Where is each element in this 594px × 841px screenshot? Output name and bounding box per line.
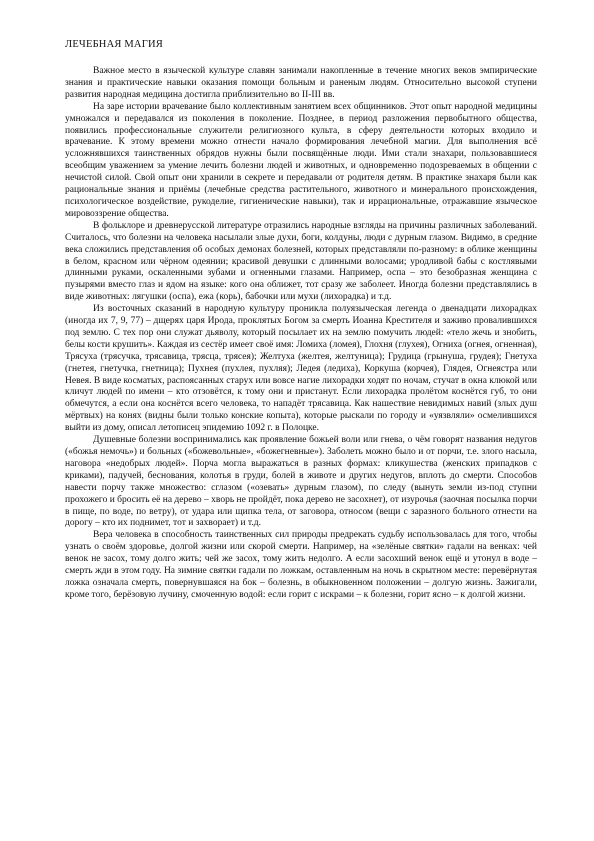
- paragraph-2: На заре истории врачевание было коллективным занятием всех общинников. Этот опыт народной медицины умножался и передавался из поколения в поколение. Позднее, в период разложения первобытного общества, появились профессиональные служители религиозного культа, в сферу деятельности которых входило и врачевание. К этому времени можно отнести начало формирования лечебной магии. Для выполнения всё усложнявшихся таинственных обрядов нужны были посвящённые люди. Ими стали знахари, пользовавшиеся всеобщим уважением за умение лечить болезни людей и животных, и одновременно подозреваемых в общении с нечистой силой. Свой опыт они хранили в секрете и передавали от родителя детям. В практике знахаря были как рациональные знания и приёмы (лечебные средства растительного, животного и минерального происхождения, психологическое воздействие, рукоделие, гигиенические навыки), так и иррациональные, отражавшие языческое мировоззрение общества.: [65, 101, 537, 219]
- paragraph-5: Душевные болезни воспринимались как проявление божьей воли или гнева, о чём говорят названия недугов («божья немочь») и больных («божевольные», «божегневные»). Заболеть можно было и от порчи, т.е. злого насыла, наговора «недобрых людей». Порча могла выражаться в разных формах: кликушества (женских припадков с криками), падучей, беснования, колотья в груди, болей в животе и других недугов, вплоть до смерти. Способов навести порчу также множество: сглазом («озевать» дурным глазом), по следу (вынуть земли из-под ступни прохожего и бросить её на дерево – хворь не пройдёт, пока дерево не засохнет), от изурочья (заочная посылка порчи в пище, по воде, по ветру), от удара или щипка тела, от заговора, относом (вещи с заразного больного отнести на дорогу – кто их поднимет, тот и захворает) и т.д.: [65, 435, 537, 529]
- paragraph-4: Из восточных сказаний в народную культуру проникла полуязыческая легенда о двенадцати лихорадках (иногда их 7, 9, 77) – дщерях царя Ирода, проклятых Богом за смерть Иоанна Крестителя и заживо провалившихся под землю. С тех пор они служат дьяволу, который посылает их на землю помучить людей: «тело жечь и знобить, белы кости крушить». Каждая из сестёр имеет своё имя: Ломиха (ломея), Глохня (глухея), Огниха (огнея, огненная), Трясуха (трясучка, трясавица, трясца, трясея); Желтуха (желтея, желтуница); Грудица (грынуша, грудея); Гнетуха (гнетея, гнетучка, гнетница); Пухнея (пухлея, пухляя); Ледея (ледиха), Коркуша (корчея), Глядея, Огнеястра или Невея. В виде косматых, распоясанных старух или вовсе нагие лихорадки ходят по ночам, стучат в окна клюкой или кличут людей по имени – кто отзовётся, к тому они и пристанут. Если лихорадка пролётом коснётся губ, то они обмечутся, а если она коснётся всего человека, то нападёт трясавица. Как нашествие невидимых навий (злых душ мёртвых) на конях (видны были только конские копыта), которые рыскали по городу и «уязвляли» осмелившихся выйти из дому, описал летописец эпидемию 1092 г. в Полоцке.: [65, 304, 538, 434]
- paragraph-1: Важное место в языческой культуре славян занимали накопленные в течение многих веков эмпирические знания и практические навыки оказания помощи больным и раненым людям. Относительно высокой ступени развития народная медицина достигла приблизительно во II-III вв.: [65, 66, 537, 100]
- document-title: ЛЕЧЕБНАЯ МАГИЯ: [65, 39, 163, 50]
- paragraph-6: Вера человека в способность таинственных сил природы предрекать судьбу использовалась для того, чтобы узнать о своём здоровье, долгой жизни или скорой смерти. Например, на «зелёные святки» гадали на венках: чей венок не засох, тому долго жить; чей же засох, тому жить недолго. А если засохший венок ещё и утонул в воде – смерть жди в этом году. На зимние святки гадали по ложкам, оставленным на ночь в скрытном месте: перевёрнутая ложка означала смерть, повернувшаяся на бок – болезнь, в обыкновенном положении – долгую жизнь. Зажигали, кроме того, берёзовую лучину, смоченную водой: если горит с искрами – к болезни, горит ясно – к долгой жизни.: [65, 530, 537, 600]
- paragraph-3: В фольклоре и древнерусской литературе отразились народные взгляды на причины различных заболеваний. Считалось, что болезни на человека насылали злые духи, боги, колдуны, люди с дурным глазом. Видимо, в средние века сложились представления об особых демонах болезней, которых представляли по-разному: в облике женщины в белом, красном или чёрном одеянии; красивой девушки с длинными волосами; уродливой бабы с костлявыми длинными руками, оскаленными зубами и огненными глазами. Например, оспа – это безобразная женщина с пузырями вместо глаз и ядом на языке: кого она оближет, тот сразу же заболеет. Иногда болезни представлялись в виде животных: лягушки (оспа), ежа (корь), бабочки или мухи (лихорадка) и т.д.: [65, 220, 537, 303]
